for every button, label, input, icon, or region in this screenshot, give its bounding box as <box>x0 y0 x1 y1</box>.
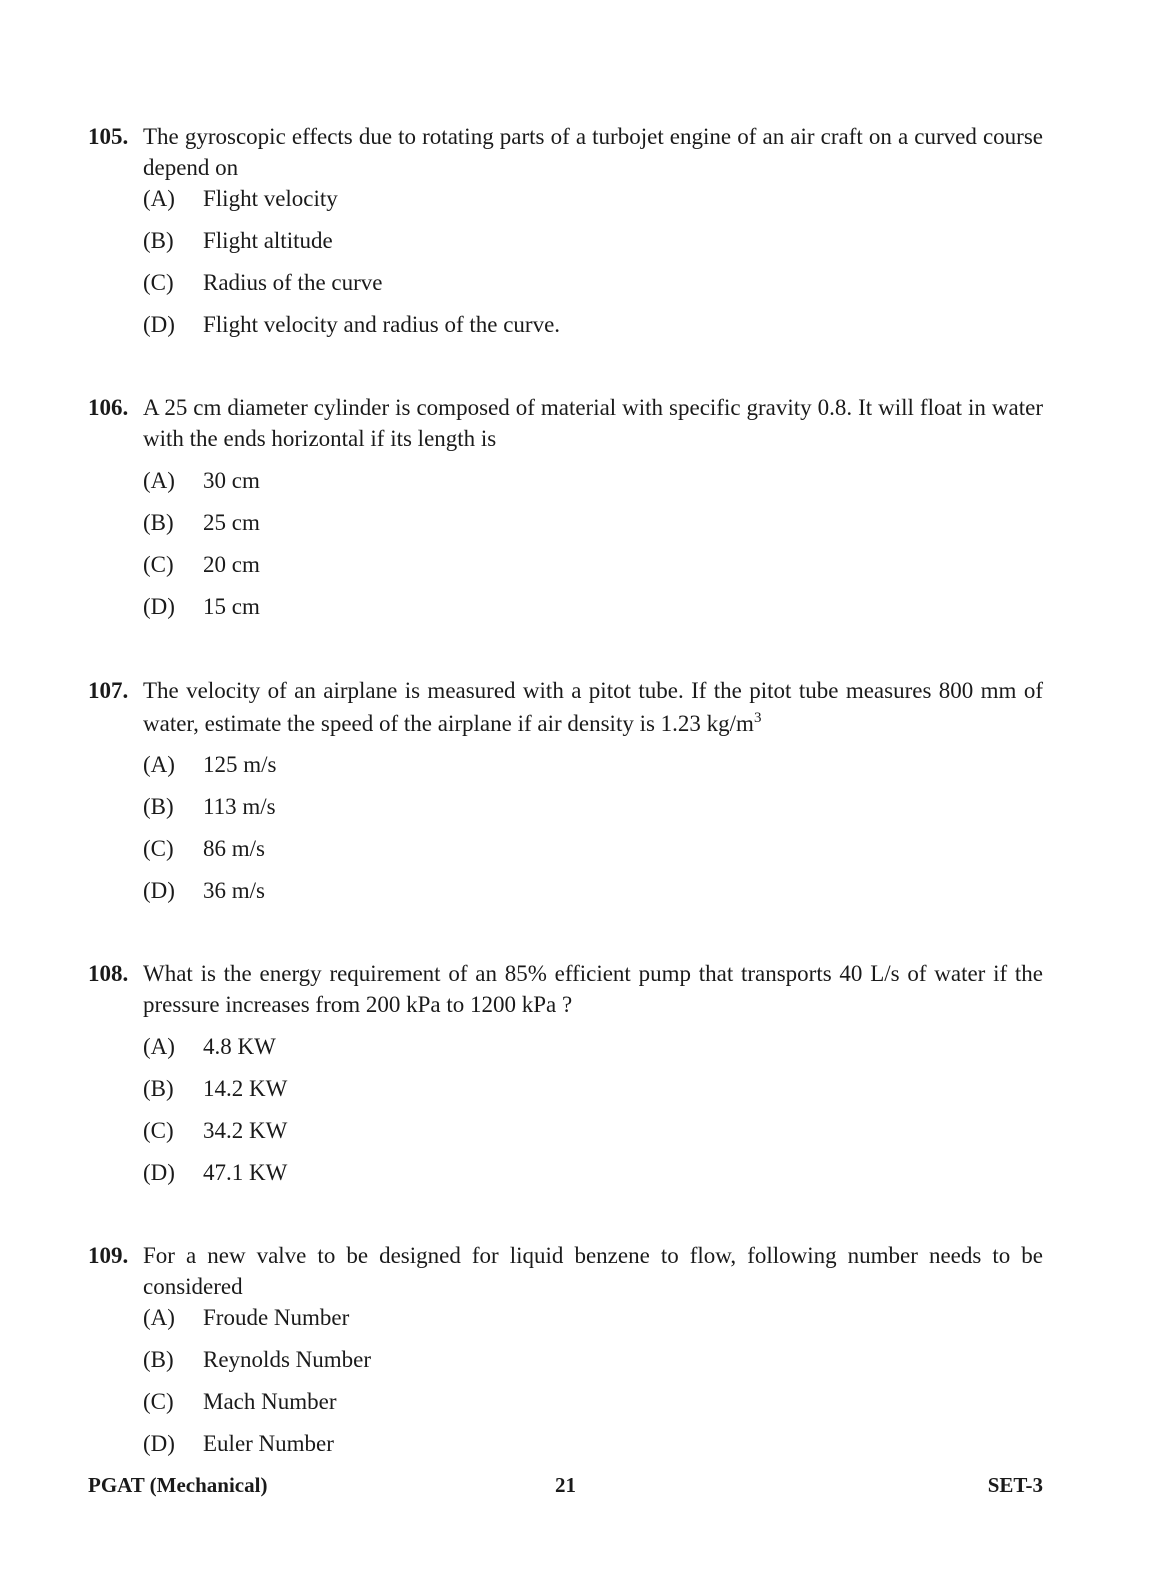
option-text: 113 m/s <box>203 794 276 819</box>
option-label: (D) <box>143 1431 175 1456</box>
option-text: Flight velocity and radius of the curve. <box>203 312 561 337</box>
question-108 <box>88 958 1043 1199</box>
answer-options <box>88 183 1043 340</box>
superscript-exponent: 3 <box>753 710 762 726</box>
option-b <box>88 225 1043 256</box>
option-label: (B) <box>143 510 174 535</box>
option-label: (C) <box>143 552 174 577</box>
question-number: 106. <box>88 395 129 420</box>
option-text: 36 m/s <box>203 878 265 903</box>
answer-options <box>88 1031 1043 1188</box>
option-text: Froude Number <box>203 1305 350 1330</box>
answer-options <box>88 465 1043 622</box>
page-number: 21 <box>555 1473 576 1497</box>
option-label: (A) <box>143 186 175 211</box>
option-a <box>88 1302 1043 1333</box>
option-label: (D) <box>143 1160 175 1185</box>
exam-name: PGAT (Mechanical) <box>88 1473 268 1497</box>
option-label: (D) <box>143 878 175 903</box>
question-stem <box>88 674 1043 740</box>
question-text: What is the energy requirement of an 85% efficient pump that transports 40 L/s of water if the pressure increases from 200 kPa to 1200 kPa ? <box>143 961 1043 1017</box>
option-a <box>88 749 1043 780</box>
option-label: (B) <box>143 228 174 253</box>
answer-options <box>88 1302 1043 1459</box>
option-text: 25 cm <box>203 510 260 535</box>
option-c <box>88 549 1043 580</box>
option-text: 20 cm <box>203 552 260 577</box>
option-c <box>88 267 1043 298</box>
question-number: 107. <box>88 678 129 703</box>
option-label: (D) <box>143 594 175 619</box>
question-text: The gyroscopic effects due to rotating parts of a turbojet engine of an air craft on a curved course depend on <box>143 124 1043 180</box>
page-footer <box>88 1470 1043 1500</box>
question-107 <box>88 674 1043 917</box>
question-text: A 25 cm diameter cylinder is composed of material with specific gravity 0.8. It will float in water with the ends horizontal if its length is <box>143 395 1043 451</box>
question-stem <box>88 392 1043 454</box>
question-stem <box>88 958 1043 1020</box>
option-d <box>88 875 1043 906</box>
option-a <box>88 183 1043 214</box>
option-b <box>88 1344 1043 1375</box>
option-label: (C) <box>143 1118 174 1143</box>
option-text: 14.2 KW <box>203 1076 288 1101</box>
option-text: 34.2 KW <box>203 1118 288 1143</box>
option-d <box>88 1157 1043 1188</box>
question-number: 109. <box>88 1243 129 1268</box>
option-label: (A) <box>143 1034 175 1059</box>
option-label: (B) <box>143 1347 174 1372</box>
option-c <box>88 1386 1043 1417</box>
option-c <box>88 1115 1043 1146</box>
option-text: 47.1 KW <box>203 1160 288 1185</box>
option-text: Euler Number <box>203 1431 334 1456</box>
answer-options <box>88 749 1043 906</box>
option-label: (A) <box>143 1305 175 1330</box>
option-text: 4.8 KW <box>203 1034 276 1059</box>
option-label: (A) <box>143 468 175 493</box>
option-label: (B) <box>143 1076 174 1101</box>
option-label: (C) <box>143 836 174 861</box>
question-106 <box>88 392 1043 633</box>
option-a <box>88 465 1043 496</box>
option-label: (D) <box>143 312 175 337</box>
option-d <box>88 1428 1043 1459</box>
option-label: (B) <box>143 794 174 819</box>
question-stem <box>88 1240 1043 1302</box>
option-text: 86 m/s <box>203 836 265 861</box>
option-text: Flight velocity <box>203 186 338 211</box>
option-label: (C) <box>143 1389 174 1414</box>
option-text: 15 cm <box>203 594 260 619</box>
option-label: (A) <box>143 752 175 777</box>
option-a <box>88 1031 1043 1062</box>
option-text: Reynolds Number <box>203 1347 372 1372</box>
question-text <box>143 678 1043 736</box>
option-b <box>88 507 1043 538</box>
option-label: (C) <box>143 270 174 295</box>
question-105 <box>88 121 1043 351</box>
option-text: 30 cm <box>203 468 260 493</box>
question-number: 105. <box>88 124 129 149</box>
question-number: 108. <box>88 961 129 986</box>
question-text-main: The velocity of an airplane is measured with a pitot tube. If the pitot tube measures 800 mm of water, estimate the speed of the airplane if air density is 1.23 kg/m <box>143 678 1043 736</box>
option-text: Radius of the curve <box>203 270 383 295</box>
option-text: 125 m/s <box>203 752 277 777</box>
option-text: Flight altitude <box>203 228 333 253</box>
question-stem <box>88 121 1043 183</box>
option-b <box>88 1073 1043 1104</box>
option-c <box>88 833 1043 864</box>
option-d <box>88 309 1043 340</box>
question-text: For a new valve to be designed for liquid benzene to flow, following number needs to be considered <box>143 1243 1043 1299</box>
option-b <box>88 791 1043 822</box>
option-d <box>88 591 1043 622</box>
set-code: SET-3 <box>987 1473 1043 1497</box>
question-109 <box>88 1240 1043 1470</box>
option-text: Mach Number <box>203 1389 337 1414</box>
